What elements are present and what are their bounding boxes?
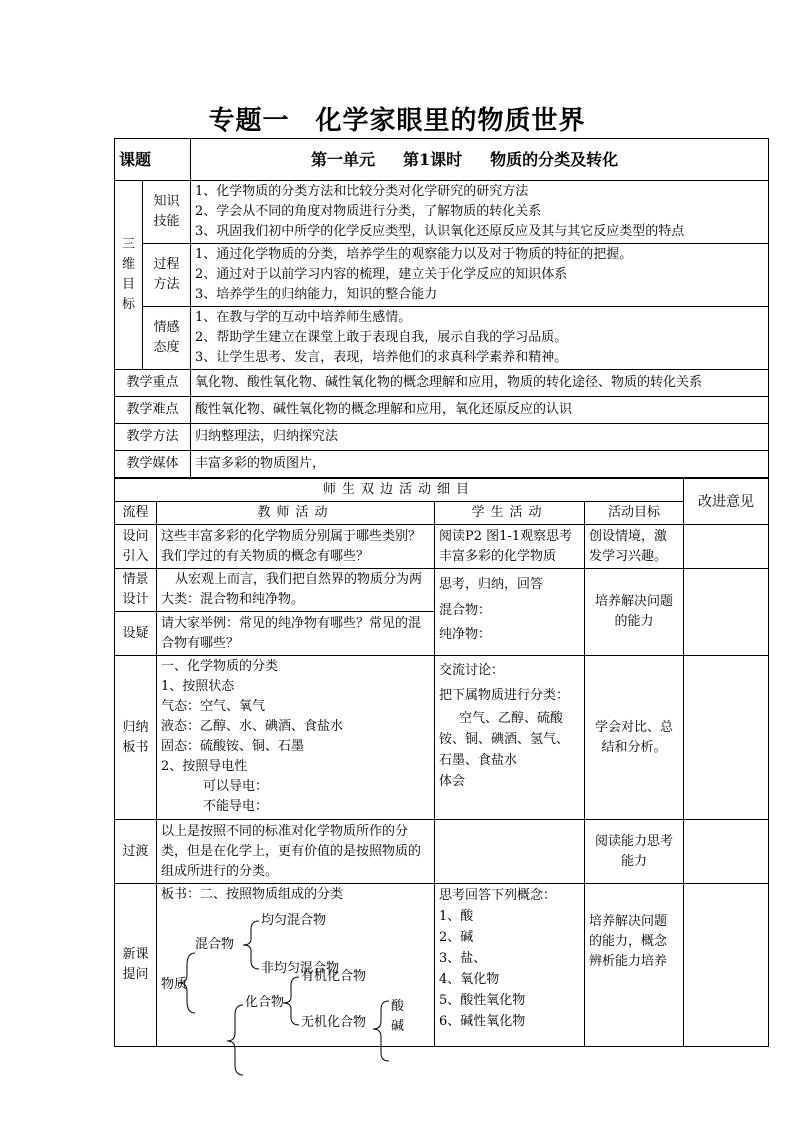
title-subject: 化学家眼里的物质世界 xyxy=(315,106,586,136)
knowledge-goals xyxy=(191,181,769,244)
header-unit: 第一单元 xyxy=(311,149,376,169)
summary-line: 气态：空气、氧气 xyxy=(161,699,266,714)
tree-inorganic: 无机化合物 xyxy=(301,1015,367,1030)
teacher-intro: 这些丰富多彩的化学物质分别属于哪些类别？我们学过的有关物质的概念有哪些？ xyxy=(157,525,435,569)
mixture-bracket xyxy=(243,921,259,969)
lesson-plan-table xyxy=(114,138,769,478)
col-goal: 活动目标 xyxy=(585,502,684,525)
concept-item: 6、碱性氧化物 xyxy=(439,1014,526,1029)
goal-scene: 培养解决问题的能力 xyxy=(585,569,684,656)
emotion-goal: 3、让学生思考、发言，表现，培养他们的求真科学素养和精神。 xyxy=(195,350,568,365)
improve-new-lesson xyxy=(684,884,769,1047)
activity-table xyxy=(114,478,769,1047)
process-goal: 1、通过化学物质的分类，培养学生的观察能力以及对于物质的特征的把握。 xyxy=(195,247,633,262)
student-summary-end: 体会 xyxy=(439,774,466,789)
header-title xyxy=(191,139,769,181)
student-summary-heading: 交流讨论： xyxy=(439,663,505,678)
goal-intro: 创设情境，激发学习兴趣。 xyxy=(585,525,684,569)
student-intro: 阅读P2 图1-1观察思考丰富多彩的化学物质 xyxy=(435,525,585,569)
student-scene-line: 思考，归纳，回答 xyxy=(439,577,544,592)
emotion-goal: 2、帮助学生建立在课堂上敢于表现自我，展示自我的学习品质。 xyxy=(195,330,568,345)
improve-transition xyxy=(684,820,769,884)
emotion-label xyxy=(143,307,191,370)
objectives-group-label: 三维目标 xyxy=(122,237,136,312)
process-goal: 3、培养学生的归纳能力，知识的整合能力 xyxy=(195,287,438,302)
improve-summary xyxy=(684,656,769,820)
concept-item: 4、氧化物 xyxy=(439,972,500,987)
teacher-transition: 以上是按照不同的标准对化学物质所作的分类，但是在化学上，更有价值的是按照物质的组成所进行的分类。 xyxy=(157,820,435,884)
method-value: 归纳整理法，归纳探究法 xyxy=(191,424,769,451)
summary-line: 固态：硫酸铵、铜、石墨 xyxy=(161,739,305,754)
knowledge-goal: 2、学会从不同的角度对物质进行分类，了解物质的转化关系 xyxy=(195,204,542,219)
flow-transition: 过渡 xyxy=(115,820,157,884)
tree-matter: 物质 xyxy=(161,977,188,992)
flow-intro-1: 设问 xyxy=(122,528,149,544)
col-student: 学生活动 xyxy=(435,502,585,525)
classification-tree xyxy=(161,905,430,1045)
emotion-goals xyxy=(191,307,769,370)
student-scene-line: 混合物： xyxy=(439,603,492,618)
knowledge-label xyxy=(143,181,191,244)
tree-nonuniform: 非均匀混合物 xyxy=(261,961,340,976)
goal-transition: 阅读能力思考能力 xyxy=(585,820,684,884)
concept-item: 5、酸性氧化物 xyxy=(439,993,526,1008)
col-flow: 流程 xyxy=(115,502,157,525)
concept-item: 2、碱 xyxy=(439,930,474,945)
emotion-label-2: 态度 xyxy=(153,340,180,355)
difficulties-label: 教学难点 xyxy=(115,397,191,424)
inorganic-bracket xyxy=(373,1001,389,1061)
tree-acid: 酸 xyxy=(391,999,405,1014)
summary-line: 一、化学物质的分类 xyxy=(161,659,279,674)
col-teacher: 教师活动 xyxy=(157,502,435,525)
knowledge-label-1: 知识 xyxy=(153,194,180,209)
teacher-question: 请大家举例：常见的纯净物有哪些？常见的混合物有哪些？ xyxy=(157,612,435,656)
student-transition xyxy=(435,820,585,884)
flow-scene xyxy=(115,569,157,612)
compound-lower-bracket xyxy=(227,1005,243,1075)
header-lesson: 第1课时 xyxy=(403,149,463,169)
improve-intro xyxy=(684,525,769,569)
flow-summary xyxy=(115,656,157,820)
tree-mixture: 混合物 xyxy=(195,937,235,952)
summary-line: 液态：乙醇、水、碘酒、食盐水 xyxy=(161,719,344,734)
difficulties-value: 酸性氧化物、碱性氧化物的概念理解和应用，氧化还原反应的认识 xyxy=(191,397,769,424)
summary-line: 2、按照导电性 xyxy=(161,759,248,774)
process-label xyxy=(143,244,191,307)
teacher-summary xyxy=(157,656,435,820)
compound-bracket xyxy=(283,977,299,1025)
header-topic: 物质的分类及转化 xyxy=(490,149,619,169)
emotion-label-1: 情感 xyxy=(153,320,180,335)
activity-section-title: 师生双边活动细目 xyxy=(115,479,684,502)
flow-intro-2: 引入 xyxy=(122,548,149,564)
key-points-label: 教学重点 xyxy=(115,370,191,397)
new-lesson-heading: 板书：二、按照物质组成的分类 xyxy=(161,887,344,902)
teacher-scene xyxy=(157,569,435,612)
student-summary-prompt: 把下属物质进行分类： xyxy=(439,688,570,703)
flow-summary-2: 板书 xyxy=(122,739,149,755)
knowledge-goal: 1、化学物质的分类方法和比较分类对化学研究的研究方法 xyxy=(195,184,529,199)
student-summary xyxy=(435,656,585,820)
tree-compound: 化合物 xyxy=(245,995,285,1010)
summary-line: 可以导电： xyxy=(203,779,269,794)
tree-uniform: 均匀混合物 xyxy=(261,913,327,928)
media-label: 教学媒体 xyxy=(115,451,191,478)
emotion-goal: 1、在教与学的互动中培养师生感情。 xyxy=(195,310,412,325)
student-new-lesson xyxy=(435,884,585,1047)
summary-line: 1、按照状态 xyxy=(161,679,235,694)
page-title xyxy=(0,100,794,137)
flow-new-lesson-2: 提问 xyxy=(122,967,149,982)
flow-summary-1: 归纳 xyxy=(122,719,149,735)
tree-organic: 有机化合物 xyxy=(301,969,367,984)
flow-question: 设疑 xyxy=(115,612,157,656)
process-label-2: 方法 xyxy=(153,277,180,292)
flow-new-lesson-1: 新课 xyxy=(122,947,149,962)
concept-item: 3、盐、 xyxy=(439,951,487,966)
teacher-new-lesson xyxy=(157,884,435,1047)
goal-summary: 学会对比、总结和分析。 xyxy=(585,656,684,820)
student-scene xyxy=(435,569,585,656)
tree-brackets xyxy=(161,905,431,1085)
key-points-value: 氧化物、酸性氧化物、碱性氧化物的概念理解和应用，物质的转化途径、物质的转化关系 xyxy=(191,370,769,397)
flow-scene-2: 设计 xyxy=(122,592,149,607)
method-label: 教学方法 xyxy=(115,424,191,451)
student-scene-line: 纯净物： xyxy=(439,627,492,642)
flow-scene-1: 情景 xyxy=(122,572,149,587)
header-label: 课题 xyxy=(115,139,191,181)
title-topic: 专题一 xyxy=(208,106,290,136)
goal-new-lesson: 培养解决问题的能力，概念辨析能力培养 xyxy=(585,884,684,1047)
concept-item: 1、酸 xyxy=(439,909,474,924)
improve-scene xyxy=(684,569,769,656)
process-label-1: 过程 xyxy=(153,257,180,272)
flow-new-lesson xyxy=(115,884,157,1047)
process-goals xyxy=(191,244,769,307)
process-goal: 2、通过对于以前学习内容的梳理，建立关于化学反应的知识体系 xyxy=(195,267,568,282)
media-value: 丰富多彩的物质图片， xyxy=(191,451,769,478)
teacher-scene-text: 从宏观上而言，我们把自然界的物质分为两大类：混合物和纯净物。 xyxy=(161,572,423,607)
tree-base: 碱 xyxy=(391,1019,405,1034)
new-lesson-student-heading: 思考回答下列概念： xyxy=(439,888,557,903)
flow-intro xyxy=(115,525,157,569)
improve-header: 改进意见 xyxy=(684,479,769,525)
knowledge-goal: 3、巩固我们初中所学的化学反应类型，认识氧化还原反应及其与其它反应类型的特点 xyxy=(195,224,685,239)
student-summary-items xyxy=(439,708,580,771)
objectives-label xyxy=(115,181,143,370)
summary-line: 不能导电： xyxy=(203,799,269,814)
knowledge-label-2: 技能 xyxy=(153,214,180,229)
student-summary-items-text: 空气、乙醇、硫酸铵、铜、碘酒、氢气、石墨、食盐水 xyxy=(439,711,570,768)
